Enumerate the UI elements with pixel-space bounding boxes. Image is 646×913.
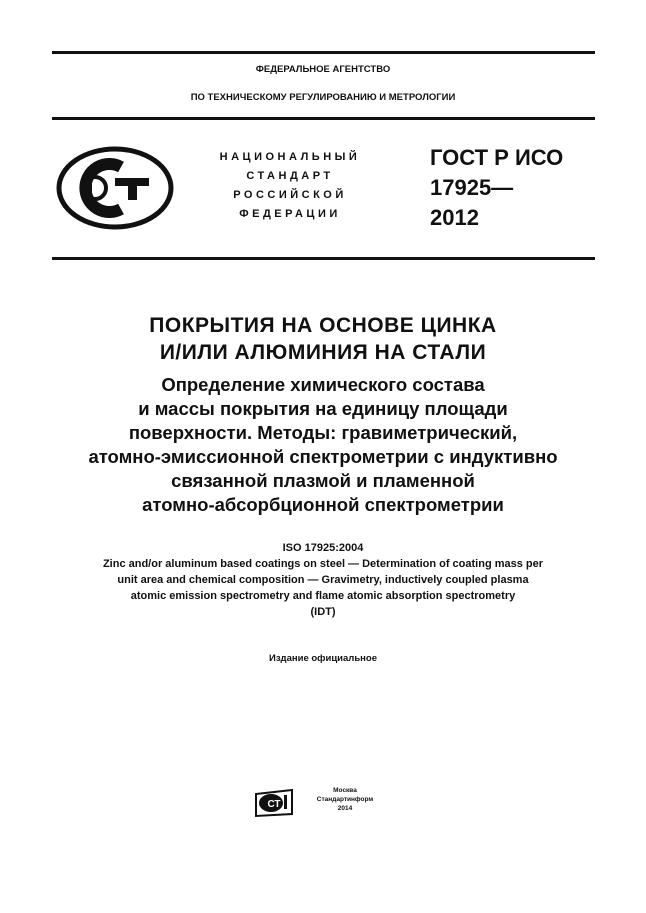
publication-year: 2014 xyxy=(337,805,353,812)
document-subtitle xyxy=(0,373,646,517)
title-line: И/ИЛИ АЛЮМИНИЯ НА СТАЛИ xyxy=(159,341,487,364)
agency-line-2: ПО ТЕХНИЧЕСКОМУ РЕГУЛИРОВАНИЮ И МЕТРОЛОГИИ xyxy=(190,92,456,103)
iso-title-line: unit area and chemical composition — Gravimetry, inductively coupled plasma xyxy=(117,574,529,586)
agency-line-1: ФЕДЕРАЛЬНОЕ АГЕНТСТВО xyxy=(255,64,391,75)
publisher-info xyxy=(310,786,380,813)
natstd-line: НАЦИОНАЛЬНЫЙ xyxy=(219,151,361,163)
iso-number: ISO 17925:2004 xyxy=(282,542,364,554)
natstd-line: ФЕДЕРАЦИИ xyxy=(239,208,341,220)
standard-designation xyxy=(430,143,563,233)
subtitle-line: связанной плазмой и пламенной xyxy=(171,470,475,491)
document-title xyxy=(0,312,646,366)
subtitle-line: Определение химического состава xyxy=(161,374,485,395)
iso-title-line: (IDT) xyxy=(310,606,336,618)
national-standard-label xyxy=(200,148,380,224)
subtitle-line: и массы покрытия на единицу площади xyxy=(138,398,508,419)
publisher-logo xyxy=(254,788,294,818)
svg-text:СТ: СТ xyxy=(267,799,281,810)
iso-title-line: atomic emission spectrometry and flame atomic absorption spectrometry xyxy=(130,590,516,602)
header-rule xyxy=(52,117,595,120)
natstd-line: СТАНДАРТ xyxy=(246,170,334,182)
rst-logo xyxy=(55,145,175,231)
designation-line: 2012 xyxy=(430,205,479,230)
designation-line: ГОСТ Р ИСО xyxy=(430,145,564,170)
title-line: ПОКРЫТИЯ НА ОСНОВЕ ЦИНКА xyxy=(149,314,497,337)
title-rule xyxy=(52,257,595,260)
iso-reference xyxy=(0,540,646,620)
natstd-line: РОССИЙСКОЙ xyxy=(233,189,347,201)
top-rule xyxy=(52,51,595,54)
iso-title-line: Zinc and/or aluminum based coatings on steel — Determination of coating mass per xyxy=(102,558,544,570)
subtitle-line: атомно-абсорбционной спектрометрии xyxy=(142,494,504,515)
publisher-city: Москва xyxy=(333,787,357,794)
edition-label: Издание официальное xyxy=(269,653,377,664)
publisher-name: Стандартинформ xyxy=(316,796,374,803)
subtitle-line: поверхности. Методы: гравиметрический, xyxy=(128,422,518,443)
designation-line: 17925— xyxy=(430,175,514,200)
subtitle-line: атомно-эмиссионной спектрометрии с индуктивно xyxy=(88,446,558,467)
